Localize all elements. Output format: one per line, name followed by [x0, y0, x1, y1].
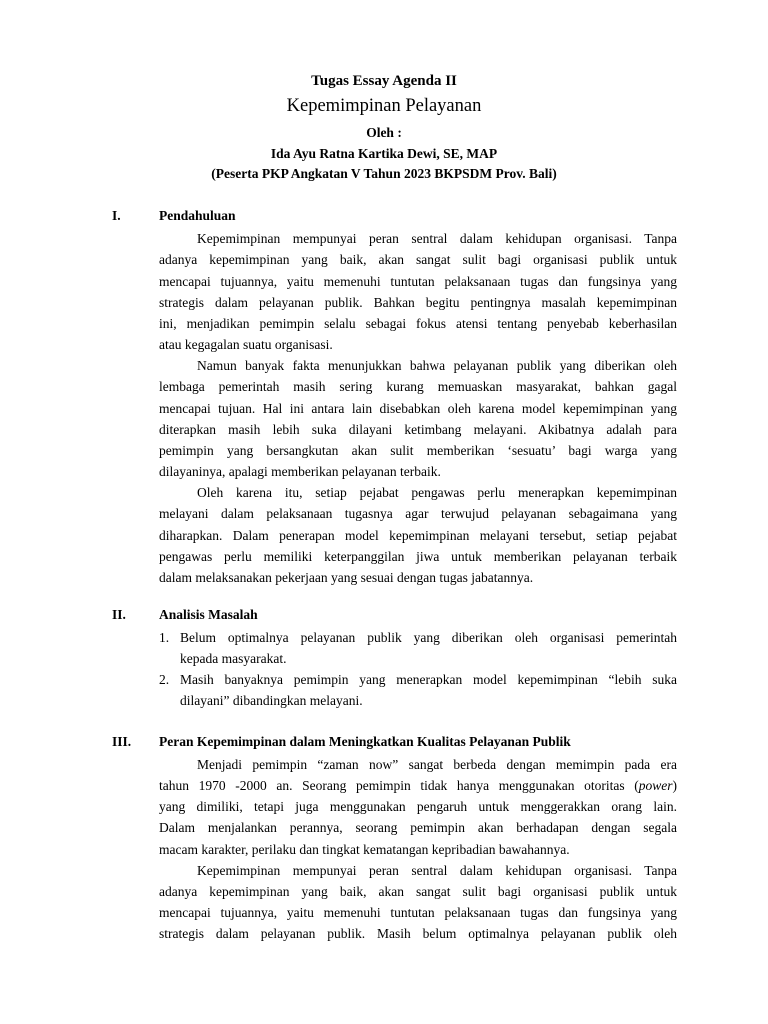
paragraph-line: melayani dalam pelaksanaan tugasnya agar terwujud pelayanan sebagaimana yang — [159, 506, 677, 521]
paragraph-line: macam karakter, perilaku dan tingkat kematangan kepribadian bawahannya. — [159, 842, 570, 857]
paragraph-line: Oleh karena itu, setiap pejabat pengawas perlu menerapkan kepemimpinan — [197, 485, 677, 500]
paragraph-line-with-emphasis — [159, 776, 677, 796]
list-item-line: kepada masyarakat. — [180, 651, 287, 666]
section-2-numeral: II. — [112, 607, 126, 622]
paragraph-line: pemimpin yang bersangkutan akan sulit memberikan ‘sesuatu’ bagi warga yang — [159, 443, 677, 458]
author-prefix: Oleh : — [366, 125, 402, 140]
agenda-title: Tugas Essay Agenda II — [311, 73, 457, 89]
paragraph-line: atau kegagalan suatu organisasi. — [159, 337, 333, 352]
paragraph-line: dilayaninya, apalagi memberikan pelayanan terbaik. — [159, 464, 441, 479]
paragraph-line: Namun banyak fakta menunjukkan bahwa pelayanan publik yang diberikan oleh — [197, 358, 677, 373]
list-number: 1. — [159, 630, 170, 645]
paragraph-line: lembaga pemerintah masih sering kurang memuaskan masyarakat, bahkan gagal — [159, 379, 677, 394]
list-item-line: dilayani” dibandingkan melayani. — [180, 693, 363, 708]
paragraph-text: tahun 1970 -2000 an. Seorang pemimpin tidak hanya menggunakan otoritas ( — [159, 778, 639, 793]
paragraph-line: Kepemimpinan mempunyai peran sentral dalam kehidupan organisasi. Tanpa — [197, 863, 677, 878]
section-3-numeral: III. — [112, 734, 132, 749]
paragraph-line: yang dimiliki, tetapi juga menggunakan pengaruh untuk menggerakkan orang lain. — [159, 799, 677, 814]
paragraph-line: Dalam menjalankan perannya, seorang pemimpin akan berhadapan dengan segala — [159, 820, 677, 835]
section-1-numeral: I. — [112, 208, 121, 223]
paragraph-line: diharapkan. Dalam penerapan model kepemimpinan melayani tersebut, setiap pejabat — [159, 528, 677, 543]
section-1-heading: Pendahuluan — [159, 208, 236, 223]
paragraph-line: adanya kepemimpinan yang baik, akan sangat sulit bagi organisasi publik untuk — [159, 884, 677, 899]
paragraph-text: ) — [672, 778, 677, 793]
paragraph-line: strategis dalam pelayanan publik. Masih belum optimalnya pelayanan publik oleh — [159, 926, 677, 941]
paragraph-line: mencapai tujuannya, yaitu memenuhi tuntutan pelaksanaan tugas dan fungsinya yang — [159, 905, 677, 920]
paragraph-line: mencapai tujuannya, yaitu memenuhi tuntutan pelaksanaan tugas dan fungsinya yang — [159, 274, 677, 289]
paragraph-line: mencapai tujuan. Hal ini antara lain disebabkan oleh karena model kepemimpinan yang — [159, 401, 677, 416]
paragraph-line: diterapkan masih lebih suka dilayani ketimbang melayani. Akibatnya adalah para — [159, 422, 677, 437]
author-affiliation: (Peserta PKP Angkatan V Tahun 2023 BKPSDM Prov. Bali) — [211, 166, 557, 181]
document-title: Kepemimpinan Pelayanan — [286, 96, 482, 116]
section-3-heading: Peran Kepemimpinan dalam Meningkatkan Kualitas Pelayanan Publik — [159, 734, 571, 749]
emphasis-text: power — [638, 778, 673, 793]
paragraph-line: Kepemimpinan mempunyai peran sentral dalam kehidupan organisasi. Tanpa — [197, 231, 677, 246]
author-name: Ida Ayu Ratna Kartika Dewi, SE, MAP — [270, 146, 498, 161]
paragraph-line: dalam melaksanakan pekerjaan yang sesuai dengan tugas jabatannya. — [159, 570, 534, 585]
list-number: 2. — [159, 672, 170, 687]
paragraph-line: strategis dalam pelayanan publik. Bahkan begitu pentingnya masalah kepemimpinan — [159, 295, 677, 310]
paragraph-line: ini, menjadikan pemimpin selalu sebagai fokus atensi tentang penyebab keberhasilan — [159, 316, 677, 331]
list-item-line: Masih banyaknya pemimpin yang menerapkan model kepemimpinan “lebih suka — [180, 672, 677, 687]
paragraph-line: pengawas perlu memiliki keterpanggilan jiwa untuk memberikan pelayanan terbaik — [159, 549, 677, 564]
paragraph-line: Menjadi pemimpin “zaman now” sangat berbeda dengan memimpin pada era — [197, 757, 677, 772]
paragraph-line: adanya kepemimpinan yang baik, akan sangat sulit bagi organisasi publik untuk — [159, 252, 677, 267]
list-item-line: Belum optimalnya pelayanan publik yang diberikan oleh organisasi pemerintah — [180, 630, 677, 645]
section-2-heading: Analisis Masalah — [159, 607, 258, 622]
